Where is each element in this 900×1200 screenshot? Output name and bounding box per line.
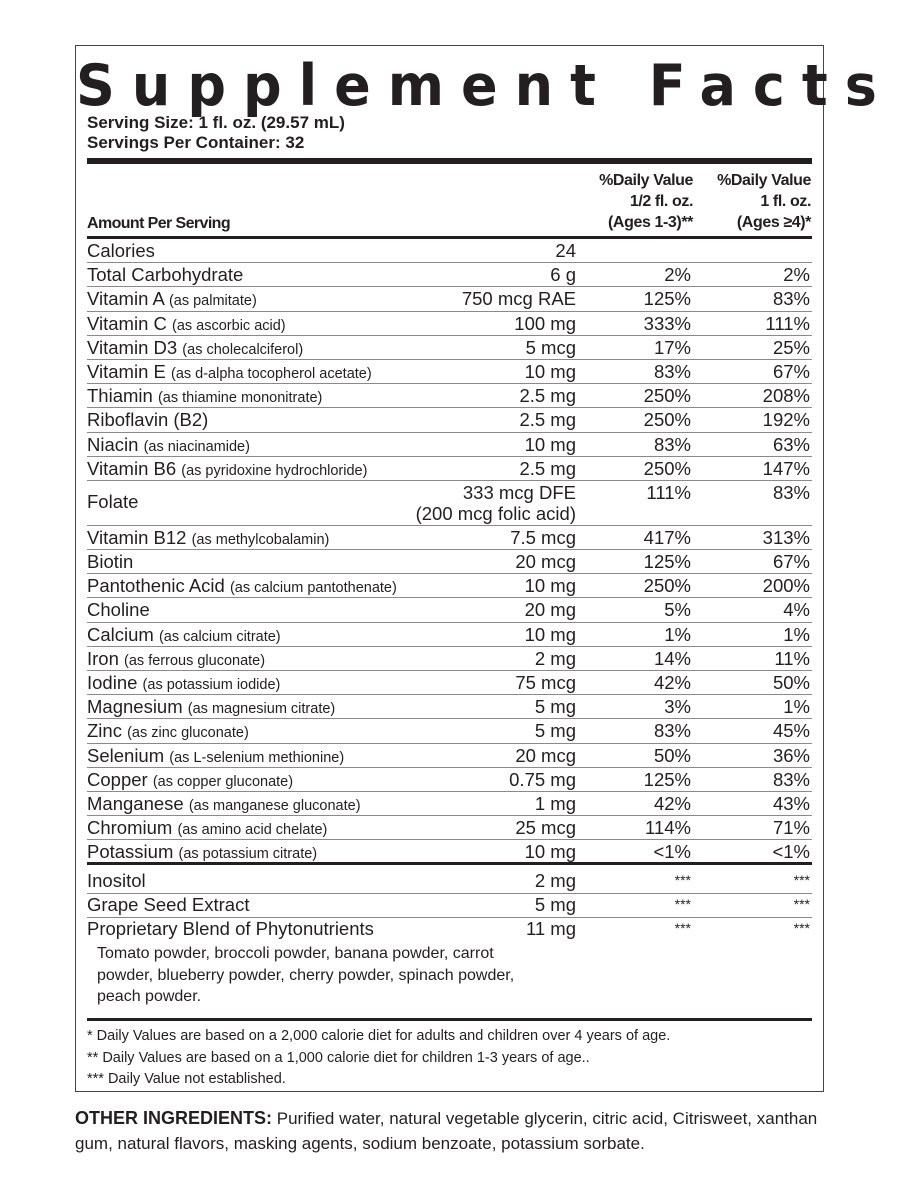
- blend-amount: 11 mg: [525, 918, 576, 940]
- nutrient-amount: 10 mg: [524, 623, 576, 645]
- daily-value-ages-1-3: 42%: [653, 672, 691, 693]
- table-header: [76, 164, 825, 236]
- table-row: [76, 574, 825, 598]
- nutrient-amount-cell: [525, 841, 576, 862]
- nutrient-amount: 20 mg: [524, 599, 576, 621]
- nutrient-name: Vitamin C: [87, 312, 167, 334]
- nutrient-amount-cell: [526, 337, 576, 358]
- dv-header-ages-1-3: [563, 170, 693, 233]
- daily-value-ages-1-3: 114%: [645, 817, 691, 839]
- daily-value-ages-4-plus: 11%: [774, 647, 810, 669]
- serving-size: Serving Size: 1 fl. oz. (29.57 mL): [87, 113, 345, 132]
- nutrient-name: Pantothenic Acid: [87, 575, 225, 597]
- daily-value-ages-4-plus: ***: [793, 896, 810, 913]
- nutrient-amount-cell: [510, 527, 576, 548]
- nutrient-source: (as methylcobalamin): [191, 531, 330, 548]
- daily-value-ages-1-3: 250%: [643, 385, 691, 407]
- daily-value-ages-4-plus: 192%: [762, 409, 810, 431]
- table-row: [76, 744, 825, 768]
- nutrient-amount: 75 mcg: [515, 672, 576, 693]
- daily-value-ages-4-plus: 1%: [783, 696, 810, 718]
- nutrient-name: Selenium: [87, 744, 165, 766]
- daily-value-ages-4-plus: 71%: [772, 817, 810, 839]
- table-row: [76, 550, 825, 574]
- daily-value-ages-4-plus: 25%: [772, 336, 810, 358]
- daily-value-ages-4-plus: 83%: [772, 481, 810, 503]
- dv-header-line: 1/2 fl. oz.: [629, 193, 693, 210]
- table-row: [76, 719, 825, 743]
- table-row: [76, 671, 825, 695]
- table-row: [76, 792, 825, 816]
- nutrient-name: Chromium: [87, 817, 173, 839]
- nutrient-source: (as manganese gluconate): [188, 797, 361, 814]
- table-row: [76, 768, 825, 792]
- nutrient-name: Zinc: [87, 720, 122, 742]
- blend-description: Tomato powder, broccoli powder, banana powder, carrot powder, blueberry powder, cherry powder, spinach powder, peach powder.: [97, 945, 515, 1006]
- nutrient-amount-cell: [515, 745, 576, 766]
- daily-value-ages-4-plus: 111%: [765, 312, 810, 334]
- other-ingredients-text: Purified water, natural vegetable glycerin, citric acid, Citrisweet, xanthan gum, natural flavors, masking agents, sodium benzoate, potassium sorbate.: [75, 1109, 818, 1153]
- daily-value-ages-1-3: 1%: [664, 623, 691, 645]
- dv-header-line: %Daily Value: [599, 172, 693, 189]
- daily-value-ages-4-plus: 313%: [762, 526, 810, 548]
- daily-value-ages-4-plus: 147%: [762, 457, 810, 479]
- nutrient-name: Biotin: [87, 551, 134, 573]
- nutrient-amount: 5 mg: [534, 894, 576, 916]
- nutrient-name-cell: [87, 288, 257, 312]
- nutrient-name: Inositol: [87, 870, 146, 891]
- nutrient-name-cell: [87, 624, 281, 648]
- table-row: [76, 263, 825, 287]
- dv-header-line: (Ages 1-3)**: [607, 214, 693, 231]
- thick-divider: [87, 862, 812, 865]
- proprietary-blend-row: [76, 918, 825, 1023]
- daily-value-ages-1-3: 333%: [643, 312, 691, 334]
- nutrient-name: Vitamin B12: [87, 526, 187, 548]
- daily-value-ages-4-plus: 83%: [772, 288, 810, 310]
- nutrient-name-cell: [87, 575, 397, 599]
- nutrient-name: Iron: [87, 647, 119, 669]
- daily-value-ages-4-plus: 200%: [762, 575, 810, 597]
- daily-value-ages-1-3: ***: [674, 896, 691, 913]
- daily-value-ages-1-3: 111%: [646, 481, 691, 503]
- daily-value-ages-4-plus: 50%: [772, 672, 810, 693]
- other-ingredients-label: OTHER INGREDIENTS:: [75, 1108, 273, 1128]
- nutrient-name: Vitamin B6: [87, 457, 177, 479]
- daily-value-ages-1-3: ***: [674, 920, 691, 937]
- other-ingredients: [75, 1106, 835, 1156]
- nutrient-amount-cell: [514, 313, 576, 334]
- amount-per-serving-label: Amount Per Serving: [87, 215, 231, 232]
- nutrient-amount: 10 mg: [524, 433, 576, 455]
- footnotes: [87, 1026, 670, 1091]
- daily-value-ages-1-3: 83%: [653, 720, 691, 742]
- nutrient-amount-cell: [555, 240, 576, 261]
- other-nutrient-table: [76, 870, 825, 1023]
- nutrient-amount-cell: [515, 551, 576, 572]
- nutrient-amount-cell: [550, 264, 576, 285]
- nutrient-name-cell: [87, 409, 208, 430]
- nutrient-amount-cell: [525, 434, 576, 455]
- nutrient-amount: 5 mg: [534, 720, 576, 742]
- nutrient-name-cell: [87, 720, 249, 744]
- nutrient-amount-cell: [535, 793, 576, 814]
- nutrient-source: (as L-selenium methionine): [169, 749, 345, 766]
- nutrient-name: Niacin: [87, 433, 139, 455]
- nutrient-name-cell: [87, 240, 155, 261]
- table-row: [76, 360, 825, 384]
- nutrient-amount-cell: [519, 458, 576, 479]
- daily-value-ages-1-3: 250%: [643, 575, 691, 597]
- daily-value-ages-1-3: 50%: [653, 744, 691, 766]
- nutrient-amount: 6 g: [550, 264, 576, 286]
- daily-value-ages-1-3: 125%: [643, 288, 691, 310]
- nutrient-source: (as pyridoxine hydrochloride): [181, 462, 368, 479]
- nutrient-amount: 10 mg: [524, 841, 576, 863]
- table-row: [76, 870, 825, 894]
- daily-value-ages-4-plus: 67%: [772, 360, 810, 382]
- daily-value-ages-1-3: 5%: [664, 599, 691, 621]
- nutrient-name-cell: [87, 696, 335, 720]
- nutrient-name-cell: [87, 672, 280, 696]
- table-row: [76, 433, 825, 457]
- daily-value-ages-1-3: 83%: [653, 360, 691, 382]
- supplement-facts-panel: [75, 45, 894, 1092]
- daily-value-ages-1-3: 17%: [653, 336, 691, 358]
- daily-value-ages-4-plus: 83%: [772, 768, 810, 790]
- daily-value-ages-1-3: 2%: [664, 264, 691, 286]
- footnote: * Daily Values are based on a 2,000 calorie diet for adults and children over 4 years of age.: [87, 1028, 671, 1044]
- nutrient-name: Grape Seed Extract: [87, 894, 250, 916]
- daily-value-ages-1-3: 125%: [643, 768, 691, 790]
- nutrient-amount: 20 mcg: [515, 551, 576, 573]
- nutrient-source: (as ferrous gluconate): [124, 652, 266, 669]
- dv-header-line: %Daily Value: [717, 172, 811, 189]
- nutrient-amount-cell: [416, 482, 576, 524]
- nutrient-name-cell: [87, 264, 243, 285]
- nutrient-amount: 2 mg: [534, 647, 576, 669]
- daily-value-ages-4-plus: ***: [793, 872, 810, 888]
- nutrient-table: [76, 239, 825, 865]
- thick-divider: [87, 1018, 812, 1021]
- nutrient-name: Iodine: [87, 672, 138, 693]
- nutrient-amount: 1 mg: [534, 792, 576, 814]
- nutrient-amount: 2 mg: [534, 870, 576, 891]
- nutrient-amount-cell: [509, 769, 576, 790]
- nutrient-source: (as palmitate): [168, 293, 257, 310]
- nutrient-amount-cell: [519, 409, 576, 430]
- table-row: [76, 384, 825, 408]
- daily-value-ages-1-3: 417%: [643, 526, 691, 548]
- nutrient-amount: 750 mcg RAE: [461, 288, 576, 310]
- daily-value-ages-4-plus: 45%: [772, 720, 810, 742]
- nutrient-name-cell: [87, 745, 344, 769]
- table-row: [76, 336, 825, 360]
- table-row: [76, 894, 825, 918]
- daily-value-ages-4-plus: 63%: [772, 433, 810, 455]
- nutrient-amount-cell: [525, 361, 576, 382]
- table-row: [76, 408, 825, 432]
- table-row: [76, 623, 825, 647]
- blend-name: Proprietary Blend of Phytonutrients: [87, 918, 374, 940]
- dv-header-line: 1 fl. oz.: [760, 193, 811, 210]
- nutrient-amount: 2.5 mg: [519, 385, 576, 407]
- nutrient-name: Magnesium: [87, 696, 183, 718]
- nutrient-amount-cell: [525, 599, 576, 620]
- daily-value-ages-1-3: ***: [674, 872, 691, 888]
- table-row: [76, 598, 825, 622]
- nutrient-name: Calories: [87, 240, 155, 261]
- nutrient-amount-cell: [519, 385, 576, 406]
- nutrient-name-cell: [87, 337, 303, 361]
- nutrient-name: Total Carbohydrate: [87, 264, 244, 286]
- dv-header-ages-4-plus: [681, 170, 811, 233]
- table-row: [76, 457, 825, 481]
- nutrient-name: Thiamin: [87, 385, 153, 407]
- nutrient-amount: 24: [555, 240, 576, 261]
- table-row: [76, 647, 825, 671]
- nutrient-amount-detail: (200 mcg folic acid): [415, 502, 576, 524]
- nutrient-name: Manganese: [87, 792, 184, 814]
- daily-value-ages-4-plus: 208%: [762, 385, 810, 407]
- nutrient-name-cell: [87, 361, 372, 385]
- nutrient-amount-cell: [535, 648, 576, 669]
- nutrient-amount: 7.5 mcg: [510, 526, 576, 548]
- nutrient-name-cell: [87, 491, 138, 512]
- daily-value-ages-4-plus: 4%: [783, 599, 810, 621]
- nutrient-amount-cell: [515, 817, 576, 838]
- daily-value-ages-4-plus: <1%: [772, 841, 810, 863]
- nutrient-source: (as ascorbic acid): [172, 317, 286, 334]
- nutrient-source: (as magnesium citrate): [187, 701, 336, 718]
- daily-value-ages-1-3: <1%: [653, 841, 691, 863]
- daily-value-ages-1-3: 125%: [643, 551, 691, 573]
- nutrient-amount: 2.5 mg: [519, 457, 576, 479]
- table-row: [76, 695, 825, 719]
- nutrient-source: (as potassium iodide): [142, 677, 281, 693]
- daily-value-ages-4-plus: 36%: [772, 744, 810, 766]
- nutrient-name: Choline: [87, 599, 150, 621]
- nutrient-name-cell: [87, 385, 322, 409]
- nutrient-source: (as zinc gluconate): [127, 725, 249, 742]
- nutrient-name-cell: [87, 648, 265, 672]
- daily-value-ages-1-3: 250%: [643, 409, 691, 431]
- nutrient-name-cell: [87, 313, 286, 337]
- table-row: [76, 840, 825, 864]
- table-row: [76, 816, 825, 840]
- nutrient-source: (as amino acid chelate): [177, 822, 328, 839]
- nutrient-amount-cell: [525, 624, 576, 645]
- nutrient-name-cell: [87, 527, 329, 551]
- nutrient-amount: 10 mg: [524, 360, 576, 382]
- nutrient-name-cell: [87, 434, 250, 458]
- nutrient-amount: 10 mg: [524, 575, 576, 597]
- table-row: [76, 312, 825, 336]
- nutrient-amount: 20 mcg: [515, 744, 576, 766]
- nutrient-name-cell: [87, 769, 293, 793]
- panel-title: Supplement Facts: [76, 52, 894, 119]
- nutrient-amount-cell: [535, 720, 576, 741]
- nutrient-name-cell: [87, 793, 361, 817]
- nutrient-amount: 25 mcg: [515, 817, 576, 839]
- daily-value-ages-4-plus: 2%: [783, 264, 810, 286]
- daily-value-ages-1-3: 42%: [653, 792, 691, 814]
- servings-per-container: Servings Per Container: 32: [87, 133, 305, 152]
- nutrient-amount: 0.75 mg: [509, 768, 576, 790]
- nutrient-name: Folate: [87, 490, 139, 512]
- nutrient-name: Vitamin E: [87, 360, 166, 382]
- nutrient-amount-cell: [515, 672, 576, 693]
- nutrient-amount: 5 mcg: [525, 336, 576, 358]
- footnote: ** Daily Values are based on a 1,000 calorie diet for children 1-3 years of age..: [87, 1049, 590, 1066]
- nutrient-source: (as thiamine mononitrate): [157, 390, 323, 407]
- daily-value-ages-1-3: 14%: [653, 647, 691, 669]
- table-row: [76, 287, 825, 311]
- nutrient-source: (as niacinamide): [143, 438, 250, 455]
- daily-value-ages-1-3: 250%: [643, 457, 691, 479]
- table-row: [76, 526, 825, 550]
- footnote: *** Daily Value not established.: [87, 1071, 286, 1087]
- table-row: [76, 239, 825, 263]
- daily-value-ages-4-plus: ***: [793, 920, 810, 937]
- nutrient-source: (as d-alpha tocopherol acetate): [170, 365, 372, 382]
- nutrient-source: (as cholecalciferol): [182, 341, 304, 358]
- nutrient-amount: 5 mg: [534, 696, 576, 718]
- table-row: [76, 481, 825, 526]
- daily-value-ages-4-plus: 1%: [783, 623, 810, 645]
- nutrient-name-cell: [87, 458, 367, 482]
- nutrient-name-cell: [87, 599, 150, 620]
- nutrient-name-cell: [87, 551, 133, 572]
- nutrient-name: Potassium: [87, 841, 174, 863]
- nutrient-amount-cell: [462, 288, 576, 309]
- nutrient-source: (as calcium citrate): [158, 628, 281, 645]
- nutrient-amount: 333 mcg DFE: [462, 481, 576, 503]
- nutrient-amount-cell: [525, 575, 576, 596]
- daily-value-ages-4-plus: 43%: [772, 792, 810, 814]
- nutrient-amount-cell: [535, 696, 576, 717]
- nutrient-source: (as calcium pantothenate): [229, 580, 397, 597]
- daily-value-ages-4-plus: 67%: [772, 551, 810, 573]
- nutrient-name: Calcium: [87, 623, 154, 645]
- dv-header-line: (Ages ≥4)*: [736, 214, 811, 231]
- nutrient-name: Vitamin A: [87, 288, 164, 310]
- nutrient-amount: 100 mg: [514, 312, 576, 334]
- nutrient-amount: 2.5 mg: [519, 409, 576, 431]
- daily-value-ages-1-3: 3%: [664, 696, 691, 718]
- nutrient-name: Riboflavin (B2): [87, 409, 209, 431]
- nutrient-source: (as copper gluconate): [152, 773, 294, 790]
- nutrient-source: (as potassium citrate): [178, 846, 318, 863]
- nutrient-name-cell: [87, 817, 327, 841]
- nutrient-name: Vitamin D3: [87, 336, 178, 358]
- nutrient-name: Copper: [87, 768, 148, 790]
- daily-value-ages-1-3: 83%: [653, 433, 691, 455]
